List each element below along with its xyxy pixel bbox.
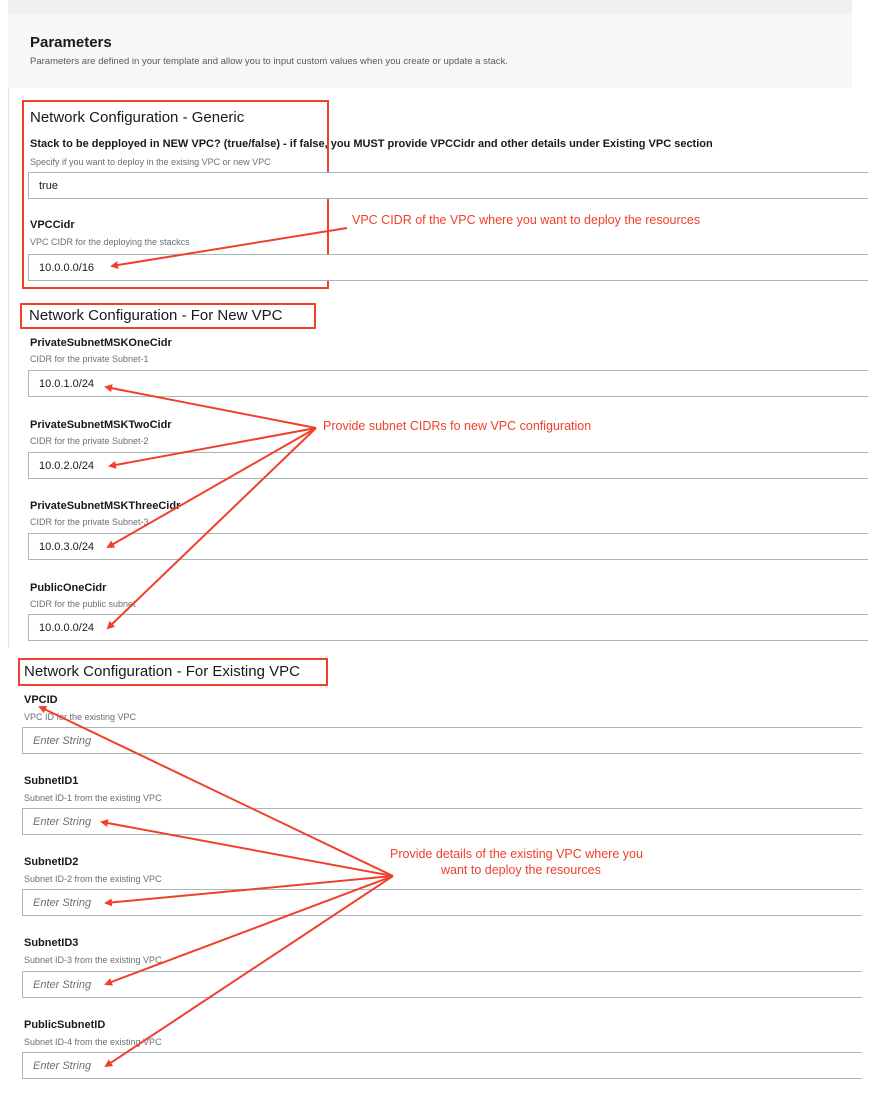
field-desc: Subnet ID-4 from the existing VPC (24, 1037, 162, 1047)
vpccidr-input[interactable]: 10.0.0.0/16 (28, 254, 868, 281)
annotation-vpccidr: VPC CIDR of the VPC where you want to deploy the resources (352, 213, 701, 227)
section-title-generic: Network Configuration - Generic (30, 109, 245, 126)
field-label: PrivateSubnetMSKOneCidr (30, 337, 172, 349)
field-label-vpccidr: VPCCidr (30, 219, 75, 231)
section-title-new-vpc: Network Configuration - For New VPC (29, 307, 283, 324)
page-subtitle: Parameters are defined in your template and allow you to input custom values when you create or update a stack. (30, 56, 508, 67)
field-label: PublicSubnetID (24, 1019, 106, 1031)
subnetid2-input[interactable]: Enter String (22, 889, 862, 916)
field-label: VPCID (24, 694, 58, 706)
private-subnet-three-input[interactable]: 10.0.3.0/24 (28, 533, 868, 560)
new-vpc-input[interactable]: true (28, 172, 868, 199)
public-one-cidr-input[interactable]: 10.0.0.0/24 (28, 614, 868, 641)
annotation-existing-line1: Provide details of the existing VPC where you (390, 847, 643, 861)
field-label: PrivateSubnetMSKThreeCidr (30, 500, 181, 512)
annotation-existing-line2: want to deploy the resources (441, 863, 601, 877)
field-desc-new-vpc: Specify if you want to deploy in the exising VPC or new VPC (30, 157, 271, 167)
field-desc: CIDR for the private Subnet-3 (30, 517, 149, 527)
field-label: PrivateSubnetMSKTwoCidr (30, 419, 172, 431)
field-label: SubnetID2 (24, 856, 79, 868)
private-subnet-two-input[interactable]: 10.0.2.0/24 (28, 452, 868, 479)
public-subnetid-input[interactable]: Enter String (22, 1052, 862, 1079)
subnetid3-input[interactable]: Enter String (22, 971, 862, 998)
vpcid-input[interactable]: Enter String (22, 727, 862, 754)
annotation-new-vpc: Provide subnet CIDRs fo new VPC configuration (323, 419, 592, 433)
field-desc-vpccidr: VPC CIDR for the deploying the stackcs (30, 237, 190, 247)
field-desc: CIDR for the private Subnet-2 (30, 436, 149, 446)
divider (8, 88, 9, 648)
page-title: Parameters (30, 34, 112, 51)
subnetid1-input[interactable]: Enter String (22, 808, 862, 835)
parameters-header (8, 0, 852, 88)
field-label: SubnetID1 (24, 775, 79, 787)
section-title-existing-vpc: Network Configuration - For Existing VPC (24, 663, 300, 680)
field-desc: Subnet ID-1 from the existing VPC (24, 793, 162, 803)
field-label: SubnetID3 (24, 937, 79, 949)
field-desc: Subnet ID-2 from the existing VPC (24, 874, 162, 884)
field-label-new-vpc: Stack to be deppl​oyed in NEW VPC? (true/false) - if false, you MUST provide VPCCidr and other details under Existing VPC section (30, 138, 713, 150)
private-subnet-one-input[interactable]: 10.0.1.0/24 (28, 370, 868, 397)
field-desc: CIDR for the private Subnet-1 (30, 354, 149, 364)
field-desc: Subnet ID-3 from the existing VPC (24, 955, 162, 965)
field-desc: VPC ID for the existing VPC (24, 712, 137, 722)
field-desc: CIDR for the public subnet (30, 599, 136, 609)
field-label: PublicOneCidr (30, 582, 107, 594)
